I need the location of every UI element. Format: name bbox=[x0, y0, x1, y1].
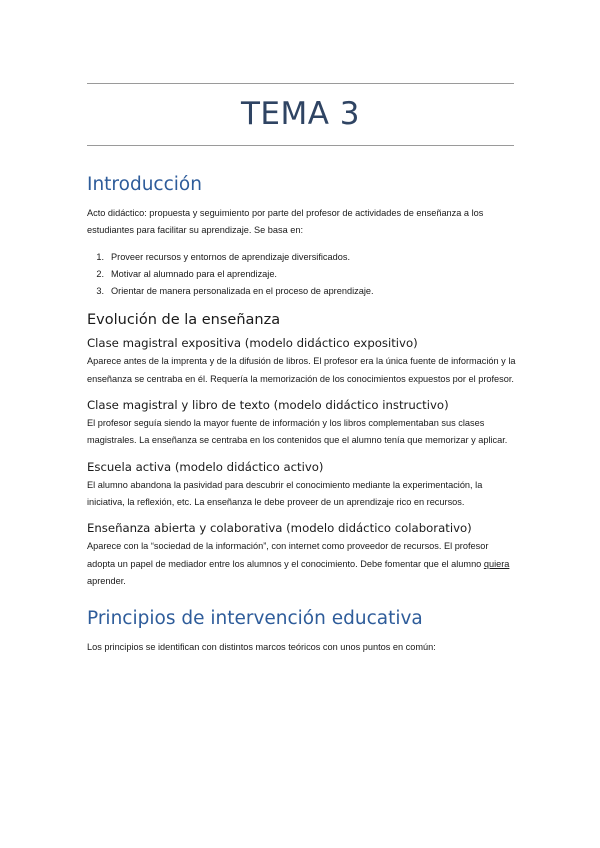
evolution-section bbox=[87, 308, 517, 590]
subsection-paragraph: Aparece antes de la imprenta y de la difusión de libros. El profesor era la única fuente de información y la enseñanza se centraba en él. Requería la memorización de los conocimientos expuestos por el profesor. bbox=[87, 356, 516, 384]
subsection-heading: Enseñanza abierta y colaborativa (modelo didáctico colaborativo) bbox=[87, 521, 472, 536]
list-item: 1. Proveer recursos y entornos de aprendizaje diversificados. bbox=[96, 251, 350, 262]
intro-section bbox=[87, 170, 517, 300]
subsection-paragraph: El alumno abandona la pasividad para descubrir el conocimiento mediante la experimentación, la iniciativa, la reflexión, etc. La enseñanza le debe proveer de un aprendizaje rico en recursos. bbox=[87, 479, 483, 507]
title-bottom-rule bbox=[87, 145, 514, 146]
subsection-heading: Clase magistral expositiva (modelo didáctico expositivo) bbox=[87, 336, 418, 351]
principles-section bbox=[87, 604, 517, 656]
evolution-heading: Evolución de la enseñanza bbox=[87, 312, 281, 329]
document-title: TEMA 3 bbox=[240, 96, 361, 132]
underlined-word: quiera bbox=[483, 558, 510, 569]
title-top-rule bbox=[87, 83, 514, 84]
subsection-paragraph: Aparece con la “sociedad de la información”, con internet como proveedor de recursos. El profesor adopta un papel de mediador entre los alumnos y el conocimiento. Debe fomentar que el alumno quiera aprender. bbox=[87, 541, 510, 586]
intro-list bbox=[87, 249, 517, 301]
subsection-paragraph: El profesor seguía siendo la mayor fuente de información y los libros complementaban sus clases magistrales. La enseñanza se centraba en los contenidos que el alumno tenía que memorizar y aplicar. bbox=[87, 418, 508, 446]
principles-paragraph: Los principios se identifican con distintos marcos teóricos con unos puntos en común: bbox=[87, 642, 436, 653]
list-item: 3. Orientar de manera personalizada en el proceso de aprendizaje. bbox=[96, 286, 374, 297]
intro-paragraph: Acto didáctico: propuesta y seguimiento por parte del profesor de actividades de enseñanza a los estudiantes para facilitar su aprendizaje. Se basa en: bbox=[87, 208, 484, 236]
list-item: 2. Motivar al alumnado para el aprendizaje. bbox=[96, 268, 277, 279]
intro-heading: Introducción bbox=[87, 174, 202, 195]
principles-heading: Principios de intervención educativa bbox=[87, 608, 423, 630]
subsection-heading: Clase magistral y libro de texto (modelo didáctico instructivo) bbox=[87, 398, 449, 413]
subsection-heading: Escuela activa (modelo didáctico activo) bbox=[87, 459, 324, 474]
document-body bbox=[87, 170, 517, 656]
